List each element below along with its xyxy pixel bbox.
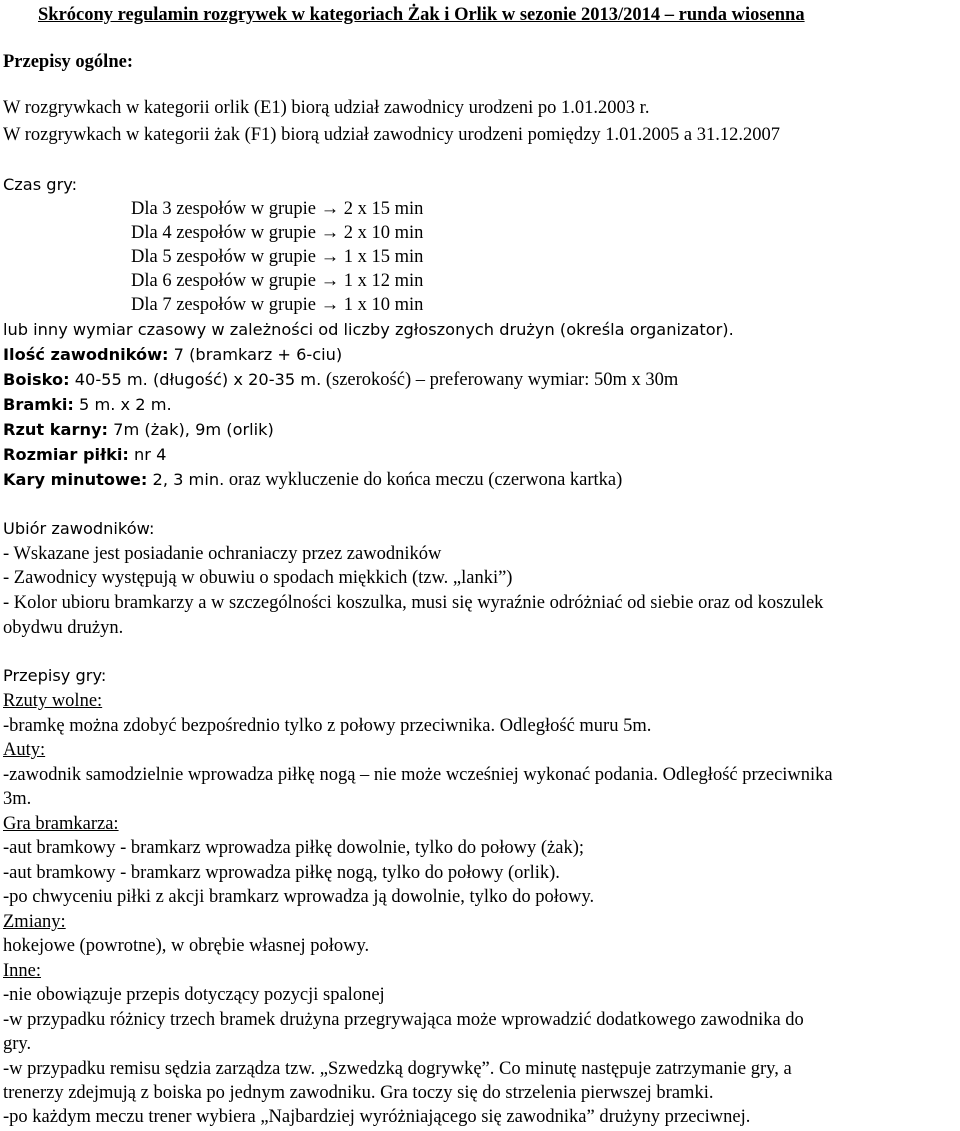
orlik-age-rule: W rozgrywkach w kategorii orlik (E1) biorą udział zawodnicy urodzeni po 1.01.2003 r. [3,98,650,118]
goalkeeper-rule-1: -aut bramkowy - bramkarz wprowadza piłkę dowolnie, tylko do połowy (żak); [3,838,585,858]
time-note: lub inny wymiar czasowy w zależności od liczby zgłoszonych drużyn (określa organizator). [3,320,734,339]
goalkeeper-rule-2: -aut bramkowy - bramkarz wprowadza piłkę nogą, tylko do połowy (orlik). [3,863,560,883]
minute-penalties-line [3,469,622,491]
zak-age-rule: W rozgrywkach w kategorii żak (F1) biorą udział zawodnicy urodzeni pomiędzy 1.01.2005 a 31.12.2007 [3,125,780,145]
outfit-rule-3: - Kolor ubioru bramkarzy a w szczególności koszulka, musi się wyraźnie odróżniać od siebie oraz od koszulek [3,593,824,613]
ball-size-value: nr 4 [128,445,167,464]
penalty-kick-value: 7m (żak), 9m (orlik) [108,420,274,439]
goalkeeper-label: Gra bramkarza: [3,814,119,834]
field-size-line [3,369,678,391]
minute-penalties-label: Kary minutowe: [3,470,148,489]
document-title: Skrócony regulamin rozgrywek w kategoriach Żak i Orlik w sezonie 2013/2014 – runda wiosenna [38,5,805,25]
goals-size-label: Bramki: [3,395,74,414]
goals-size-value: 5 m. x 2 m. [73,395,172,414]
field-size-label: Boisko: [3,370,70,389]
players-count-label: Ilość zawodników: [3,345,169,364]
substitutions-label: Zmiany: [3,912,66,932]
outfit-rule-3-cont: obydwu drużyn. [3,618,124,638]
ball-size-line [3,444,166,466]
players-count-line [3,344,342,366]
free-kicks-rule: -bramkę można zdobyć bezpośrednio tylko z połowy przeciwnika. Odległość muru 5m. [3,716,652,736]
time-item-5-teams: Dla 5 zespołów w grupie → 1 x 15 min [131,247,424,267]
other-rule-4: -po każdym meczu trener wybiera „Najbardziej wyróżniającego się zawodnika” drużyny przeciwnej. [3,1107,751,1127]
substitutions-rule: hokejowe (powrotne), w obrębie własnej połowy. [3,936,370,956]
throw-ins-rule: -zawodnik samodzielnie wprowadza piłkę nogą – nie może wcześniej wykonać podania. Odległość przeciwnika [3,765,833,785]
players-count-value: 7 (bramkarz + 6-ciu) [168,345,343,364]
ball-size-label: Rozmiar piłki: [3,445,129,464]
game-time-heading: Czas gry: [3,175,78,194]
minute-penalties-value: 2, 3 min. [147,470,225,489]
other-rule-2-cont: gry. [3,1034,32,1054]
other-rule-3-cont: trenerzy zdejmują z boiska po jednym zawodniku. Gra toczy się do strzelenia pierwszej bramki. [3,1083,714,1103]
minute-penalties-red-card: oraz wykluczenie do końca meczu (czerwona kartka) [224,470,623,490]
time-item-3-teams: Dla 3 zespołów w grupie → 2 x 15 min [131,199,424,219]
outfit-rule-2: - Zawodnicy występują w obuwiu o spodach miękkich (tzw. „lanki”) [3,568,513,588]
outfit-rule-1: - Wskazane jest posiadanie ochraniaczy przez zawodników [3,544,442,564]
field-size-preferred: (szerokość) – preferowany wymiar: 50m x 30m [321,370,679,390]
throw-ins-rule-cont: 3m. [3,789,32,809]
other-rule-1: -nie obowiązuje przepis dotyczący pozycji spalonej [3,985,385,1005]
general-rules-heading: Przepisy ogólne: [3,52,133,72]
goals-size-line [3,394,172,416]
time-item-6-teams: Dla 6 zespołów w grupie → 1 x 12 min [131,271,424,291]
outfit-heading: Ubiór zawodników: [3,519,155,538]
throw-ins-label: Auty: [3,740,46,760]
other-rule-3: -w przypadku remisu sędzia zarządza tzw. „Szwedzką dogrywkę”. Co minutę następuje zatrzymanie gry, a [3,1059,792,1079]
penalty-kick-label: Rzut karny: [3,420,109,439]
free-kicks-label: Rzuty wolne: [3,691,103,711]
game-rules-heading: Przepisy gry: [3,666,107,685]
other-label: Inne: [3,961,42,981]
time-item-7-teams: Dla 7 zespołów w grupie → 1 x 10 min [131,295,424,315]
goalkeeper-rule-3: -po chwyceniu piłki z akcji bramkarz wprowadza ją dowolnie, tylko do połowy. [3,887,595,907]
other-rule-2: -w przypadku różnicy trzech bramek drużyna przegrywająca może wprowadzić dodatkowego zawodnika do [3,1010,804,1030]
field-size-value: 40-55 m. (długość) x 20-35 m. [69,370,322,389]
penalty-kick-line [3,419,274,441]
time-item-4-teams: Dla 4 zespołów w grupie → 2 x 10 min [131,223,424,243]
